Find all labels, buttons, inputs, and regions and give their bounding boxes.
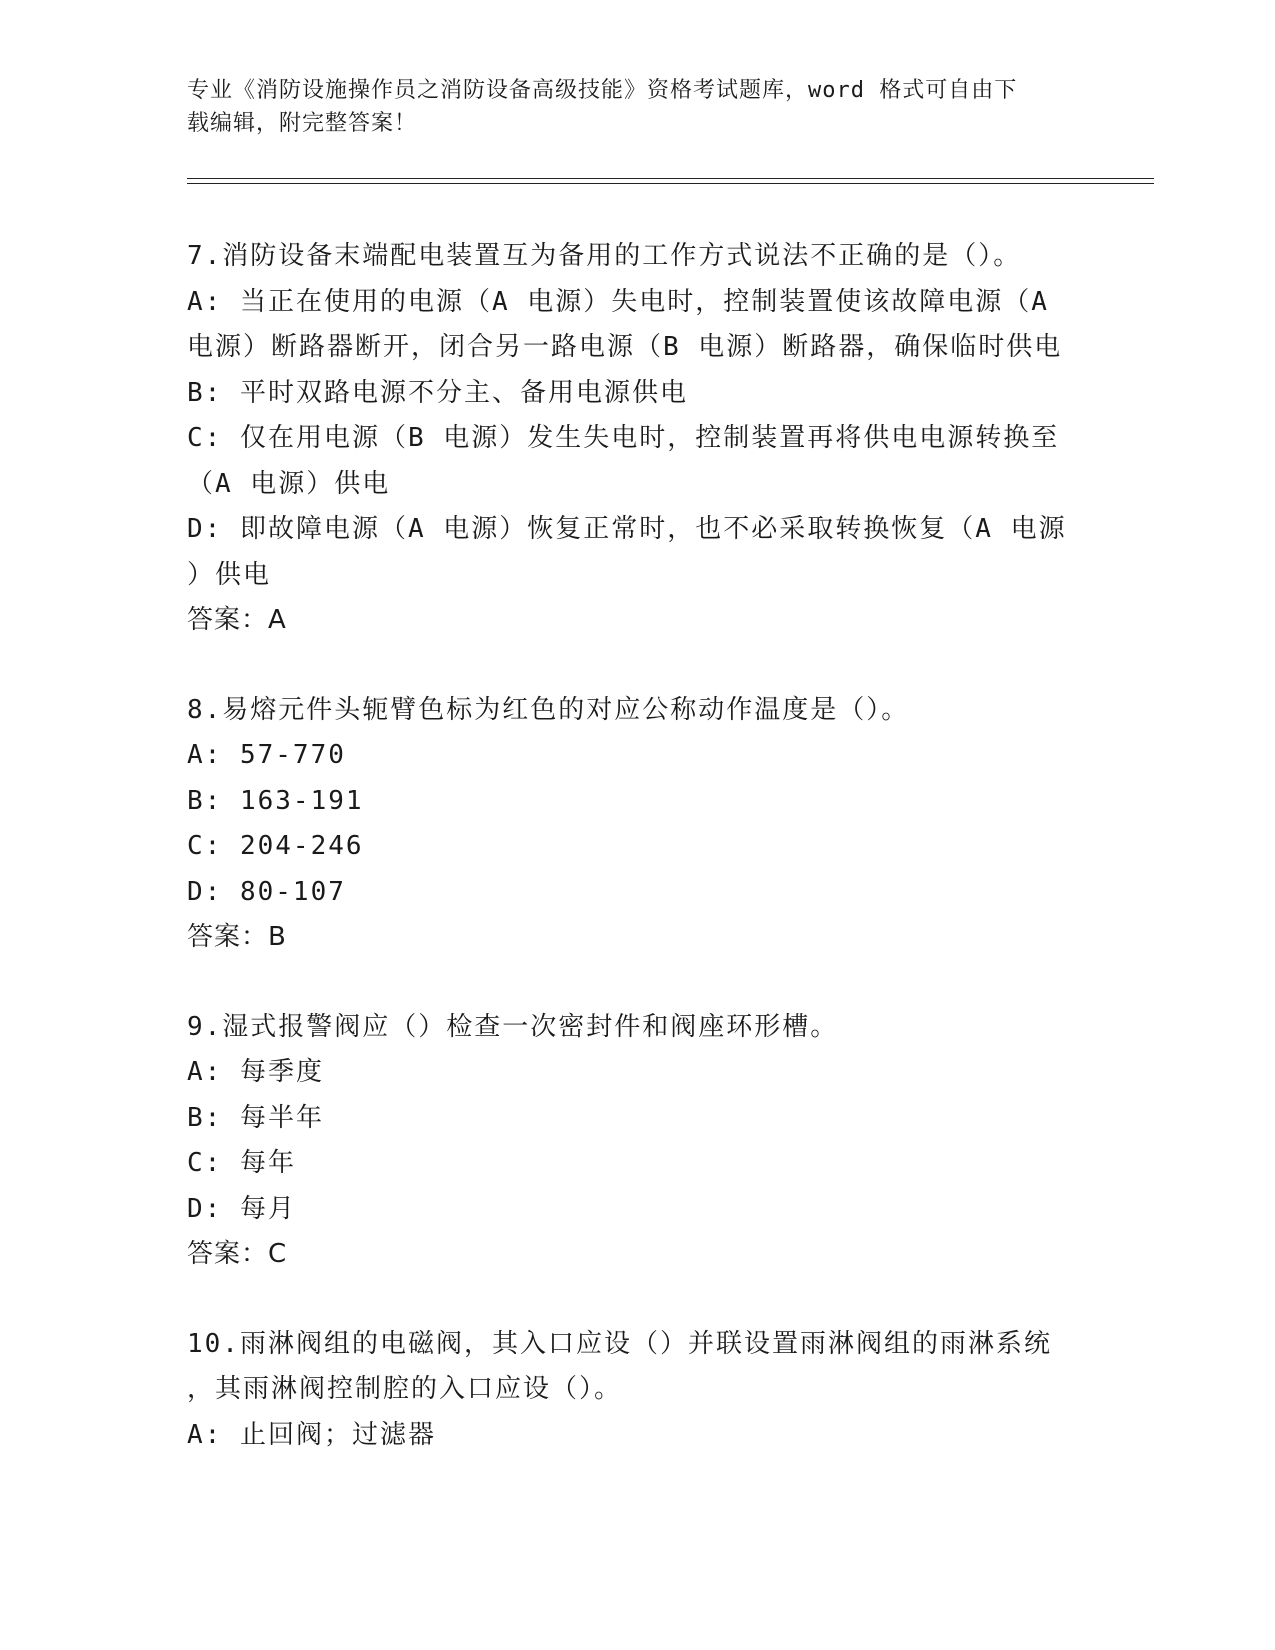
question-stem-continued: ，其雨淋阀控制腔的入口应设（）。 xyxy=(187,1374,623,1404)
header-line-2: 载编辑，附完整答案！ xyxy=(187,111,418,136)
option-line: A: 57-770 xyxy=(187,740,346,770)
option-line: B: 平时双路电源不分主、备用电源供电 xyxy=(187,377,688,408)
question-stem: 8.易熔元件头轭臂色标为红色的对应公称动作温度是（）。 xyxy=(187,694,910,725)
answer-label: 答案：A xyxy=(187,605,287,635)
document-header xyxy=(187,74,1067,140)
option-line: C: 每年 xyxy=(187,1148,296,1178)
option-line: D: 每月 xyxy=(187,1193,296,1224)
option-line: C: 仅在用电源（B 电源）发生失电时，控制装置再将供电电源转换至 xyxy=(187,423,1060,453)
question-8 xyxy=(187,688,1087,961)
option-line: A: 止回阀；过滤器 xyxy=(187,1419,436,1450)
answer-label: 答案：C xyxy=(187,1239,288,1269)
option-line: D: 即故障电源（A 电源）恢复正常时，也不必采取转换恢复（A 电源 xyxy=(187,514,1067,544)
option-line: ）供电 xyxy=(187,559,272,590)
header-divider-top xyxy=(187,178,1154,179)
option-line: A: 每季度 xyxy=(187,1057,324,1087)
question-9 xyxy=(187,1005,1087,1278)
option-line: B: 每半年 xyxy=(187,1102,324,1133)
option-line: （A 电源）供电 xyxy=(187,468,391,499)
option-line: B: 163-191 xyxy=(187,785,364,816)
header-line-1: 专业《消防设施操作员之消防设备高级技能》资格考试题库，word 格式可自由下 xyxy=(187,78,1018,103)
question-stem: 7.消防设备末端配电装置互为备用的工作方式说法不正确的是（）。 xyxy=(187,241,1022,271)
option-line: 电源）断路器断开，闭合另一路电源（B 电源）断路器，确保临时供电 xyxy=(187,332,1063,362)
question-list xyxy=(187,234,1087,1502)
option-line: A: 当正在使用的电源（A 电源）失电时，控制装置使该故障电源（A xyxy=(187,286,1049,317)
question-7 xyxy=(187,234,1087,644)
answer-label: 答案：B xyxy=(187,922,287,952)
header-divider-bottom xyxy=(187,183,1154,184)
option-line: D: 80-107 xyxy=(187,876,346,907)
question-10 xyxy=(187,1322,1087,1459)
question-stem: 9.湿式报警阀应（）检查一次密封件和阀座环形槽。 xyxy=(187,1011,839,1042)
question-stem: 10.雨淋阀组的电磁阀，其入口应设（）并联设置雨淋阀组的雨淋系统 xyxy=(187,1328,1052,1359)
option-line: C: 204-246 xyxy=(187,831,364,861)
